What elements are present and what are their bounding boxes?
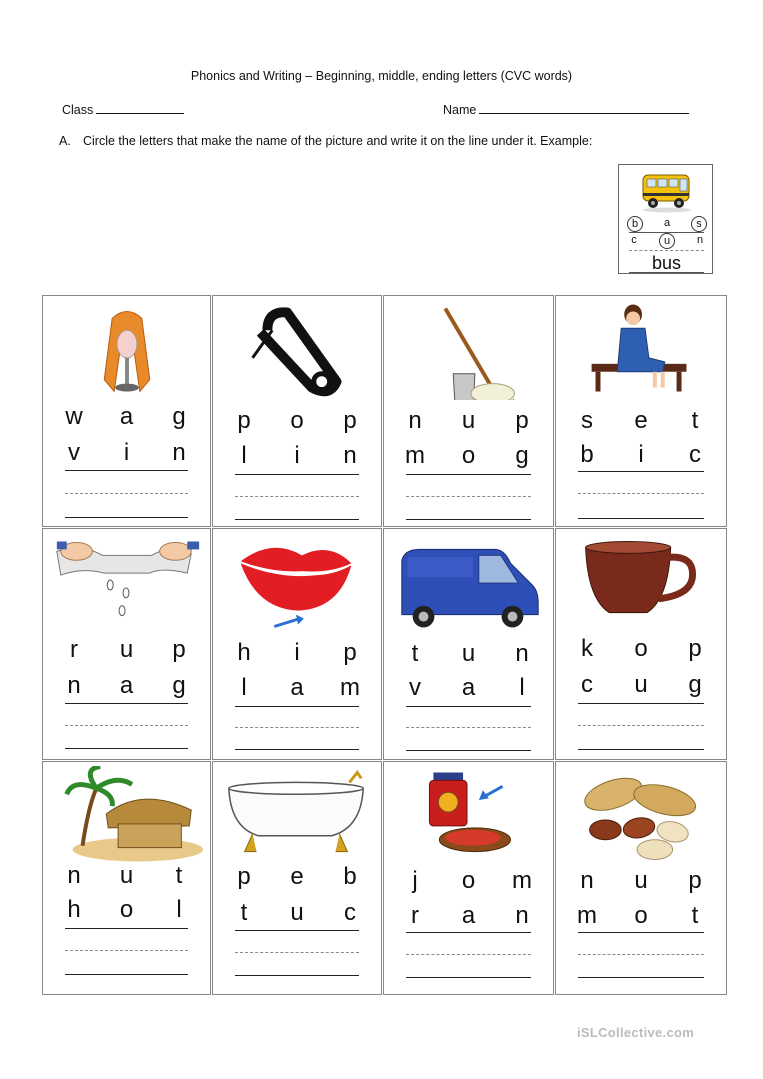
letter-row-1 [233,863,361,891]
name-blank[interactable] [479,102,689,114]
letter-row-2 [576,902,706,930]
letter[interactable]: v [409,674,421,701]
divider-line [578,703,704,704]
card-2 [212,295,382,527]
writing-base-line[interactable] [578,977,704,978]
letter[interactable]: m [340,674,360,701]
letter[interactable]: o [119,896,134,923]
example-answer: bus [651,253,682,273]
letter[interactable]: h [67,896,81,923]
letter[interactable]: r [70,636,78,663]
letter[interactable]: s [581,407,593,434]
letter-row-2 [63,896,190,924]
letter[interactable]: p [688,635,702,662]
letter[interactable]: u [461,407,476,434]
letter-row-2 [63,672,190,700]
letter-row-1 [63,636,190,664]
writing-base-line[interactable] [578,749,704,750]
letter[interactable]: p [237,407,251,434]
letter[interactable]: u [119,862,134,889]
class-field [62,102,184,117]
letter[interactable]: i [638,441,644,468]
letter[interactable]: m [405,442,425,469]
letter-row-1 [404,867,533,895]
writing-guide-line[interactable] [406,954,531,955]
example-letter: c [631,234,637,246]
letter-row-1 [233,639,361,667]
letter-row-1 [576,635,706,663]
writing-guide-line[interactable] [235,496,359,497]
wringing-cloth-icon [43,533,210,633]
writing-base-line[interactable] [65,748,188,749]
divider-line [578,932,704,933]
letter-row-2 [404,674,533,702]
divider-line [235,930,359,931]
letter[interactable]: p [688,867,702,894]
writing-guide-line[interactable] [406,727,531,728]
letter[interactable]: p [343,639,357,666]
letter[interactable]: e [634,407,648,434]
card-9 [42,761,211,995]
card-1 [42,295,211,527]
cup-icon [556,533,726,633]
letter-row-2 [63,439,190,467]
letter[interactable]: a [290,674,304,701]
writing-base-line[interactable] [235,519,359,520]
example-letter: a [663,217,671,229]
card-4 [555,295,727,527]
van-icon [384,533,553,633]
letter-row-2 [233,442,361,470]
letter[interactable]: k [581,635,593,662]
worksheet-grid [42,295,727,995]
letter[interactable]: a [119,672,134,699]
letter[interactable]: a [461,674,476,701]
example-base-line [629,272,704,273]
divider-line [406,706,531,707]
watermark: iSLCollective.com [577,1025,695,1040]
example-letter: u [659,233,675,249]
writing-base-line[interactable] [406,519,531,520]
letter-row-1 [404,407,533,435]
letter[interactable]: t [691,902,699,929]
letter[interactable]: p [515,407,529,434]
card-11 [383,761,554,995]
letter[interactable]: t [175,862,183,889]
letter[interactable]: c [581,671,593,698]
letter[interactable]: g [172,672,186,699]
letter[interactable]: m [577,902,597,929]
safety-pin-icon [213,300,381,400]
letter[interactable]: h [237,639,251,666]
letter[interactable]: g [172,403,186,430]
example-row-2 [627,233,707,249]
letter-row-2 [233,674,361,702]
letter[interactable]: n [343,442,357,469]
letter-row-2 [576,671,706,699]
letter[interactable]: n [67,672,81,699]
letter[interactable]: n [580,867,594,894]
writing-guide-line[interactable] [406,496,531,497]
writing-guide-line[interactable] [578,725,704,726]
letter[interactable]: u [461,640,476,667]
peanuts-icon [556,766,726,866]
letter[interactable]: c [344,899,356,926]
divider-line [578,471,704,472]
letter[interactable]: l [176,896,182,923]
sitting-woman-icon [556,300,726,400]
letter[interactable]: v [68,439,80,466]
letter[interactable]: e [290,863,304,890]
letter[interactable]: o [634,902,648,929]
example-letter: s [691,216,707,232]
class-blank[interactable] [96,102,184,114]
letter[interactable]: p [237,863,251,890]
letter[interactable]: p [343,407,357,434]
instruction [59,134,592,148]
divider-line [65,703,188,704]
letter-row-2 [404,902,533,930]
writing-base-line[interactable] [235,975,359,976]
card-8 [555,528,727,760]
card-6 [212,528,382,760]
letter[interactable]: n [515,902,529,929]
writing-guide-line[interactable] [65,493,188,494]
jam-icon [384,766,553,866]
letter[interactable]: n [67,862,81,889]
writing-guide-line[interactable] [578,493,704,494]
divider-line [235,474,359,475]
letter[interactable]: i [123,439,130,466]
letter-row-1 [63,403,190,431]
name-field [443,102,689,117]
page-title: Phonics and Writing – Beginning, middle, ending letters (CVC words) [190,69,573,83]
example-dashed-line [629,250,704,251]
card-5 [42,528,211,760]
card-7 [383,528,554,760]
instruction-label: A. [59,134,71,148]
letter[interactable]: l [519,674,525,701]
letter[interactable]: i [294,442,300,469]
mop-icon [384,300,553,400]
letter-row-1 [233,407,361,435]
letter[interactable]: g [515,442,529,469]
writing-base-line[interactable] [65,974,188,975]
example-box [618,164,713,274]
letter[interactable]: n [172,439,186,466]
letter[interactable]: t [691,407,699,434]
writing-guide-line[interactable] [65,950,188,951]
letter[interactable]: n [408,407,422,434]
letter[interactable]: r [411,902,419,929]
card-3 [383,295,554,527]
letter[interactable]: u [634,671,648,698]
letter[interactable]: j [412,867,418,894]
bathtub-icon [213,766,381,866]
letter[interactable]: m [512,867,532,894]
example-row-1 [627,216,707,232]
letter-row-2 [233,899,361,927]
example-letter: n [696,234,704,246]
school-bus-icon [639,169,695,213]
writing-guide-line[interactable] [235,727,359,728]
letter[interactable]: c [689,441,701,468]
card-10 [212,761,382,995]
letter[interactable]: p [172,636,186,663]
wig-icon [43,300,210,400]
card-12 [555,761,727,995]
letter[interactable]: o [461,442,476,469]
writing-guide-line[interactable] [65,725,188,726]
letter[interactable]: a [461,902,476,929]
letter[interactable]: o [290,407,304,434]
lips-icon [213,533,381,633]
letter[interactable]: a [119,403,134,430]
letter[interactable]: l [241,674,247,701]
example-letter: b [627,216,643,232]
writing-base-line[interactable] [65,517,188,518]
letter[interactable]: g [688,671,702,698]
divider-line [65,928,188,929]
letter-row-2 [576,441,706,469]
letter[interactable]: u [634,867,648,894]
letter[interactable]: t [240,899,248,926]
letter[interactable]: u [290,899,304,926]
writing-guide-line[interactable] [235,952,359,953]
class-label: Class [62,103,94,117]
letter[interactable]: b [580,441,594,468]
letter[interactable]: o [634,635,648,662]
letter-row-1 [404,640,533,668]
name-label: Name [443,103,477,117]
writing-guide-line[interactable] [578,954,704,955]
instruction-text: Circle the letters that make the name of the picture and write it on the line under it. Example: [83,134,593,148]
writing-base-line[interactable] [578,518,704,519]
letter[interactable]: b [343,863,357,890]
letter[interactable]: n [515,640,529,667]
letter-row-1 [63,862,190,890]
letter[interactable]: o [461,867,476,894]
letter-row-1 [576,407,706,435]
letter[interactable]: w [65,403,83,430]
letter[interactable]: t [411,640,419,667]
letter-row-1 [576,867,706,895]
letter[interactable]: i [294,639,300,666]
writing-base-line[interactable] [235,749,359,750]
divider-line [406,932,531,933]
hut-icon [43,766,210,866]
letter[interactable]: l [241,442,247,469]
letter[interactable]: u [119,636,134,663]
divider-line [65,470,188,471]
divider-line [235,706,359,707]
divider-line [406,474,531,475]
writing-base-line[interactable] [406,977,531,978]
letter-row-2 [404,442,533,470]
writing-base-line[interactable] [406,750,531,751]
